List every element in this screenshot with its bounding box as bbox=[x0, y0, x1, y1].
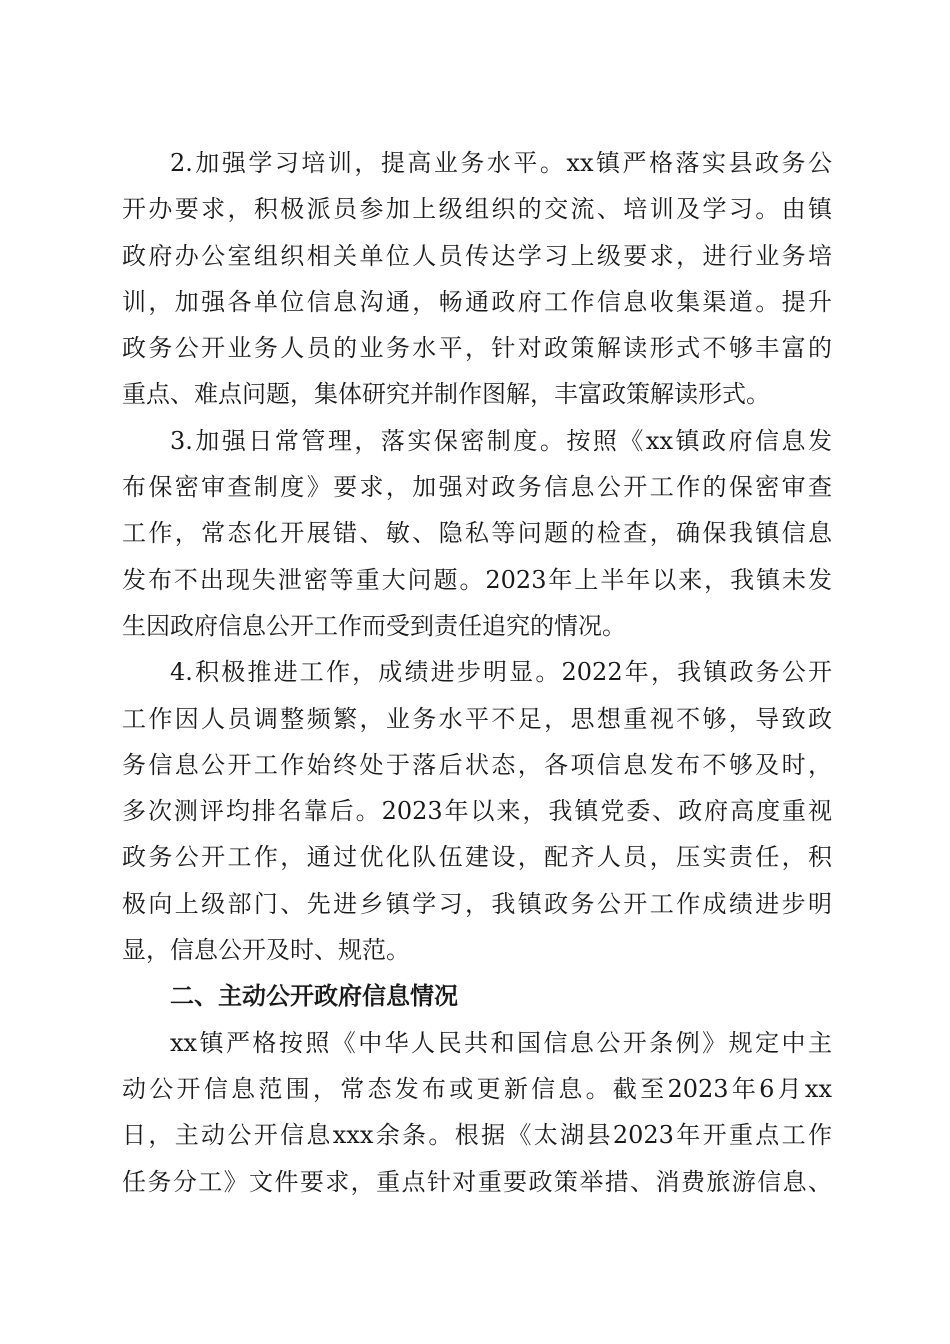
paragraph-2-line-2: 开办要求，积极派员参加上级组织的交流、培训及学习。由镇 bbox=[122, 195, 832, 224]
paragraph-2-line-6: 重点、难点问题，集体研究并制作图解，丰富政策解读形式。 bbox=[122, 380, 770, 409]
paragraph-2-line-5: 政务公开业务人员的业务水平，针对政策解读形式不够丰富的 bbox=[122, 334, 832, 363]
paragraph-3-line-1: 3.加强日常管理，落实保密制度。按照《xx镇政府信息发 bbox=[170, 426, 832, 455]
paragraph-3-line-3: 工作，常态化开展错、敏、隐私等问题的检查，确保我镇信息 bbox=[122, 519, 832, 548]
paragraph-4-line-4: 多次测评均排名靠后。2023年以来，我镇党委、政府高度重视 bbox=[122, 797, 832, 826]
paragraph-2-line-4: 训，加强各单位信息沟通，畅通政府工作信息收集渠道。提升 bbox=[122, 287, 832, 316]
paragraph-3-line-2: 布保密审查制度》要求，加强对政务信息公开工作的保密审查 bbox=[122, 473, 832, 502]
paragraph-3-line-4: 发布不出现失泄密等重大问题。2023年上半年以来，我镇未发 bbox=[122, 565, 832, 594]
paragraph-2-line-1: 2.加强学习培训，提高业务水平。xx镇严格落实县政务公 bbox=[170, 149, 832, 177]
section-paragraph-line-3: 日，主动公开信息xxx余条。根据《太湖县2023年开重点工作 bbox=[122, 1121, 832, 1150]
paragraph-4-line-2: 工作因人员调整频繁，业务水平不足，思想重视不够，导致政 bbox=[122, 704, 832, 733]
section-paragraph-line-2: 动公开信息范围，常态发布或更新信息。截至2023年6月xx bbox=[122, 1074, 832, 1103]
document-body bbox=[122, 140, 832, 1205]
paragraph-4-line-6: 极向上级部门、先进乡镇学习，我镇政务公开工作成绩进步明 bbox=[122, 889, 832, 918]
paragraph-4-line-5: 政务公开工作，通过优化队伍建设，配齐人员，压实责任，积 bbox=[122, 843, 832, 872]
paragraph-4-line-3: 务信息公开工作始终处于落后状态，各项信息发布不够及时， bbox=[122, 750, 832, 779]
paragraph-3-line-5: 生因政府信息公开工作而受到责任追究的情况。 bbox=[122, 611, 626, 640]
paragraph-4-line-7: 显，信息公开及时、规范。 bbox=[122, 936, 410, 965]
section-paragraph-line-4: 任务分工》文件要求，重点针对重要政策举措、消费旅游信息、 bbox=[122, 1167, 832, 1196]
section-paragraph-line-1: xx镇严格按照《中华人民共和国信息公开条例》规定中主 bbox=[170, 1028, 832, 1057]
paragraph-2-line-3: 政府办公室组织相关单位人员传达学习上级要求，进行业务培 bbox=[122, 241, 832, 270]
paragraph-4-line-1: 4.积极推进工作，成绩进步明显。2022年，我镇政务公开 bbox=[170, 658, 832, 687]
section-heading: 二、主动公开政府信息情况 bbox=[170, 982, 458, 1011]
